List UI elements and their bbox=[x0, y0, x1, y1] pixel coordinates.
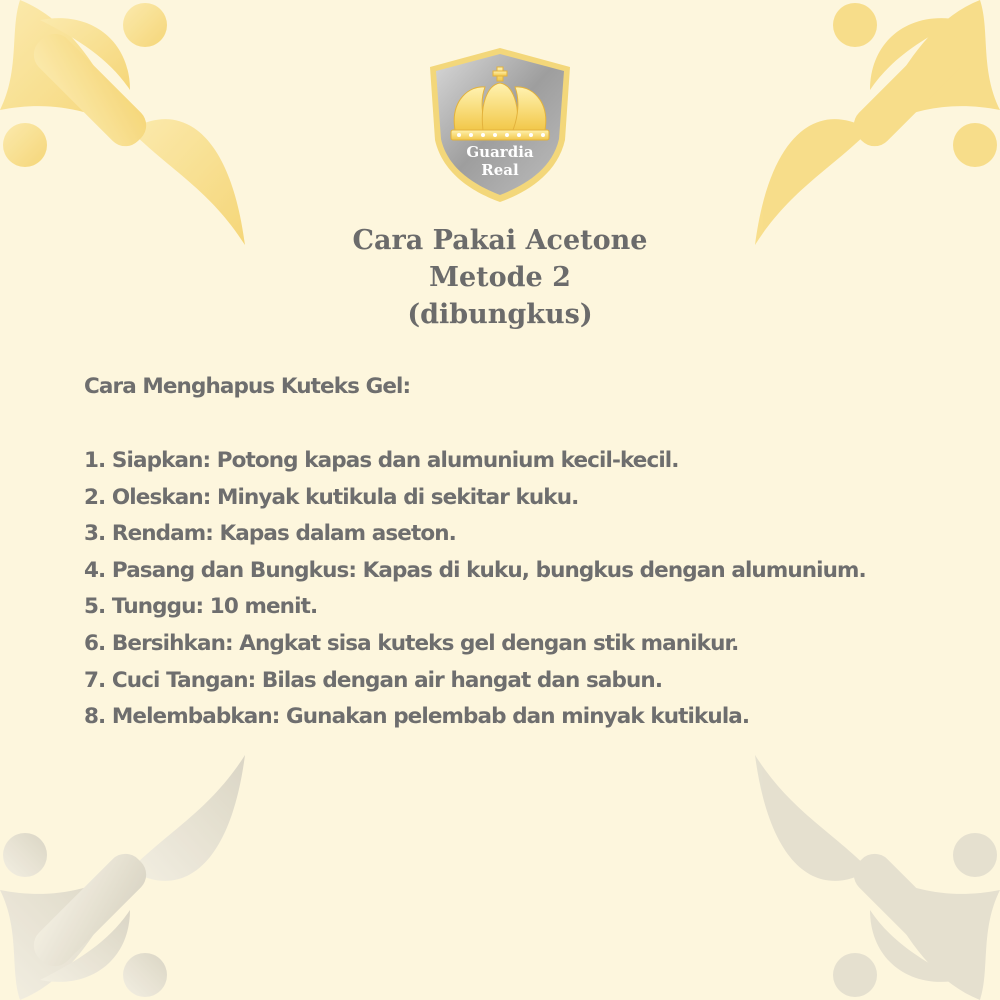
instructions-heading: Cara Menghapus Kuteks Gel: bbox=[84, 374, 411, 399]
title-line-2: Metode 2 bbox=[429, 262, 571, 293]
fleur-de-lis-bottom-right-decoration bbox=[720, 720, 1000, 1000]
step-item-4: 4. Pasang dan Bungkus: Kapas di kuku, bungkus dengan alumunium. bbox=[84, 557, 866, 583]
step-item-1: 1. Siapkan: Potong kapas dan alumunium kecil-kecil. bbox=[84, 448, 679, 473]
step-item-8: 8. Melembabkan: Gunakan pelembab dan minyak kutikula. bbox=[84, 704, 750, 730]
logo-text-line2: Real bbox=[481, 161, 519, 179]
spacer bbox=[84, 405, 984, 443]
steps-list bbox=[84, 443, 984, 736]
fleur-de-lis-bottom-left-decoration bbox=[0, 720, 280, 1000]
step-item-3: 3. Rendam: Kapas dalam aseton. bbox=[84, 521, 456, 547]
step-item-6: 6. Bersihkan: Angkat sisa kuteks gel dengan stik manikur. bbox=[84, 630, 739, 656]
guardia-real-crown-shield-logo bbox=[425, 45, 575, 205]
step-item-5: 5. Tunggu: 10 menit. bbox=[84, 594, 318, 620]
title-line-1: Cara Pakai Acetone bbox=[352, 225, 648, 256]
logo-text-line1: Guardia bbox=[466, 143, 534, 161]
step-item-7: 7. Cuci Tangan: Bilas dengan air hangat dan sabun. bbox=[84, 667, 663, 693]
step-item-2: 2. Oleskan: Minyak kutikula di sekitar kuku. bbox=[84, 484, 579, 510]
page-title bbox=[0, 222, 1000, 333]
title-line-3: (dibungkus) bbox=[407, 299, 593, 330]
instructions-section bbox=[84, 368, 984, 736]
